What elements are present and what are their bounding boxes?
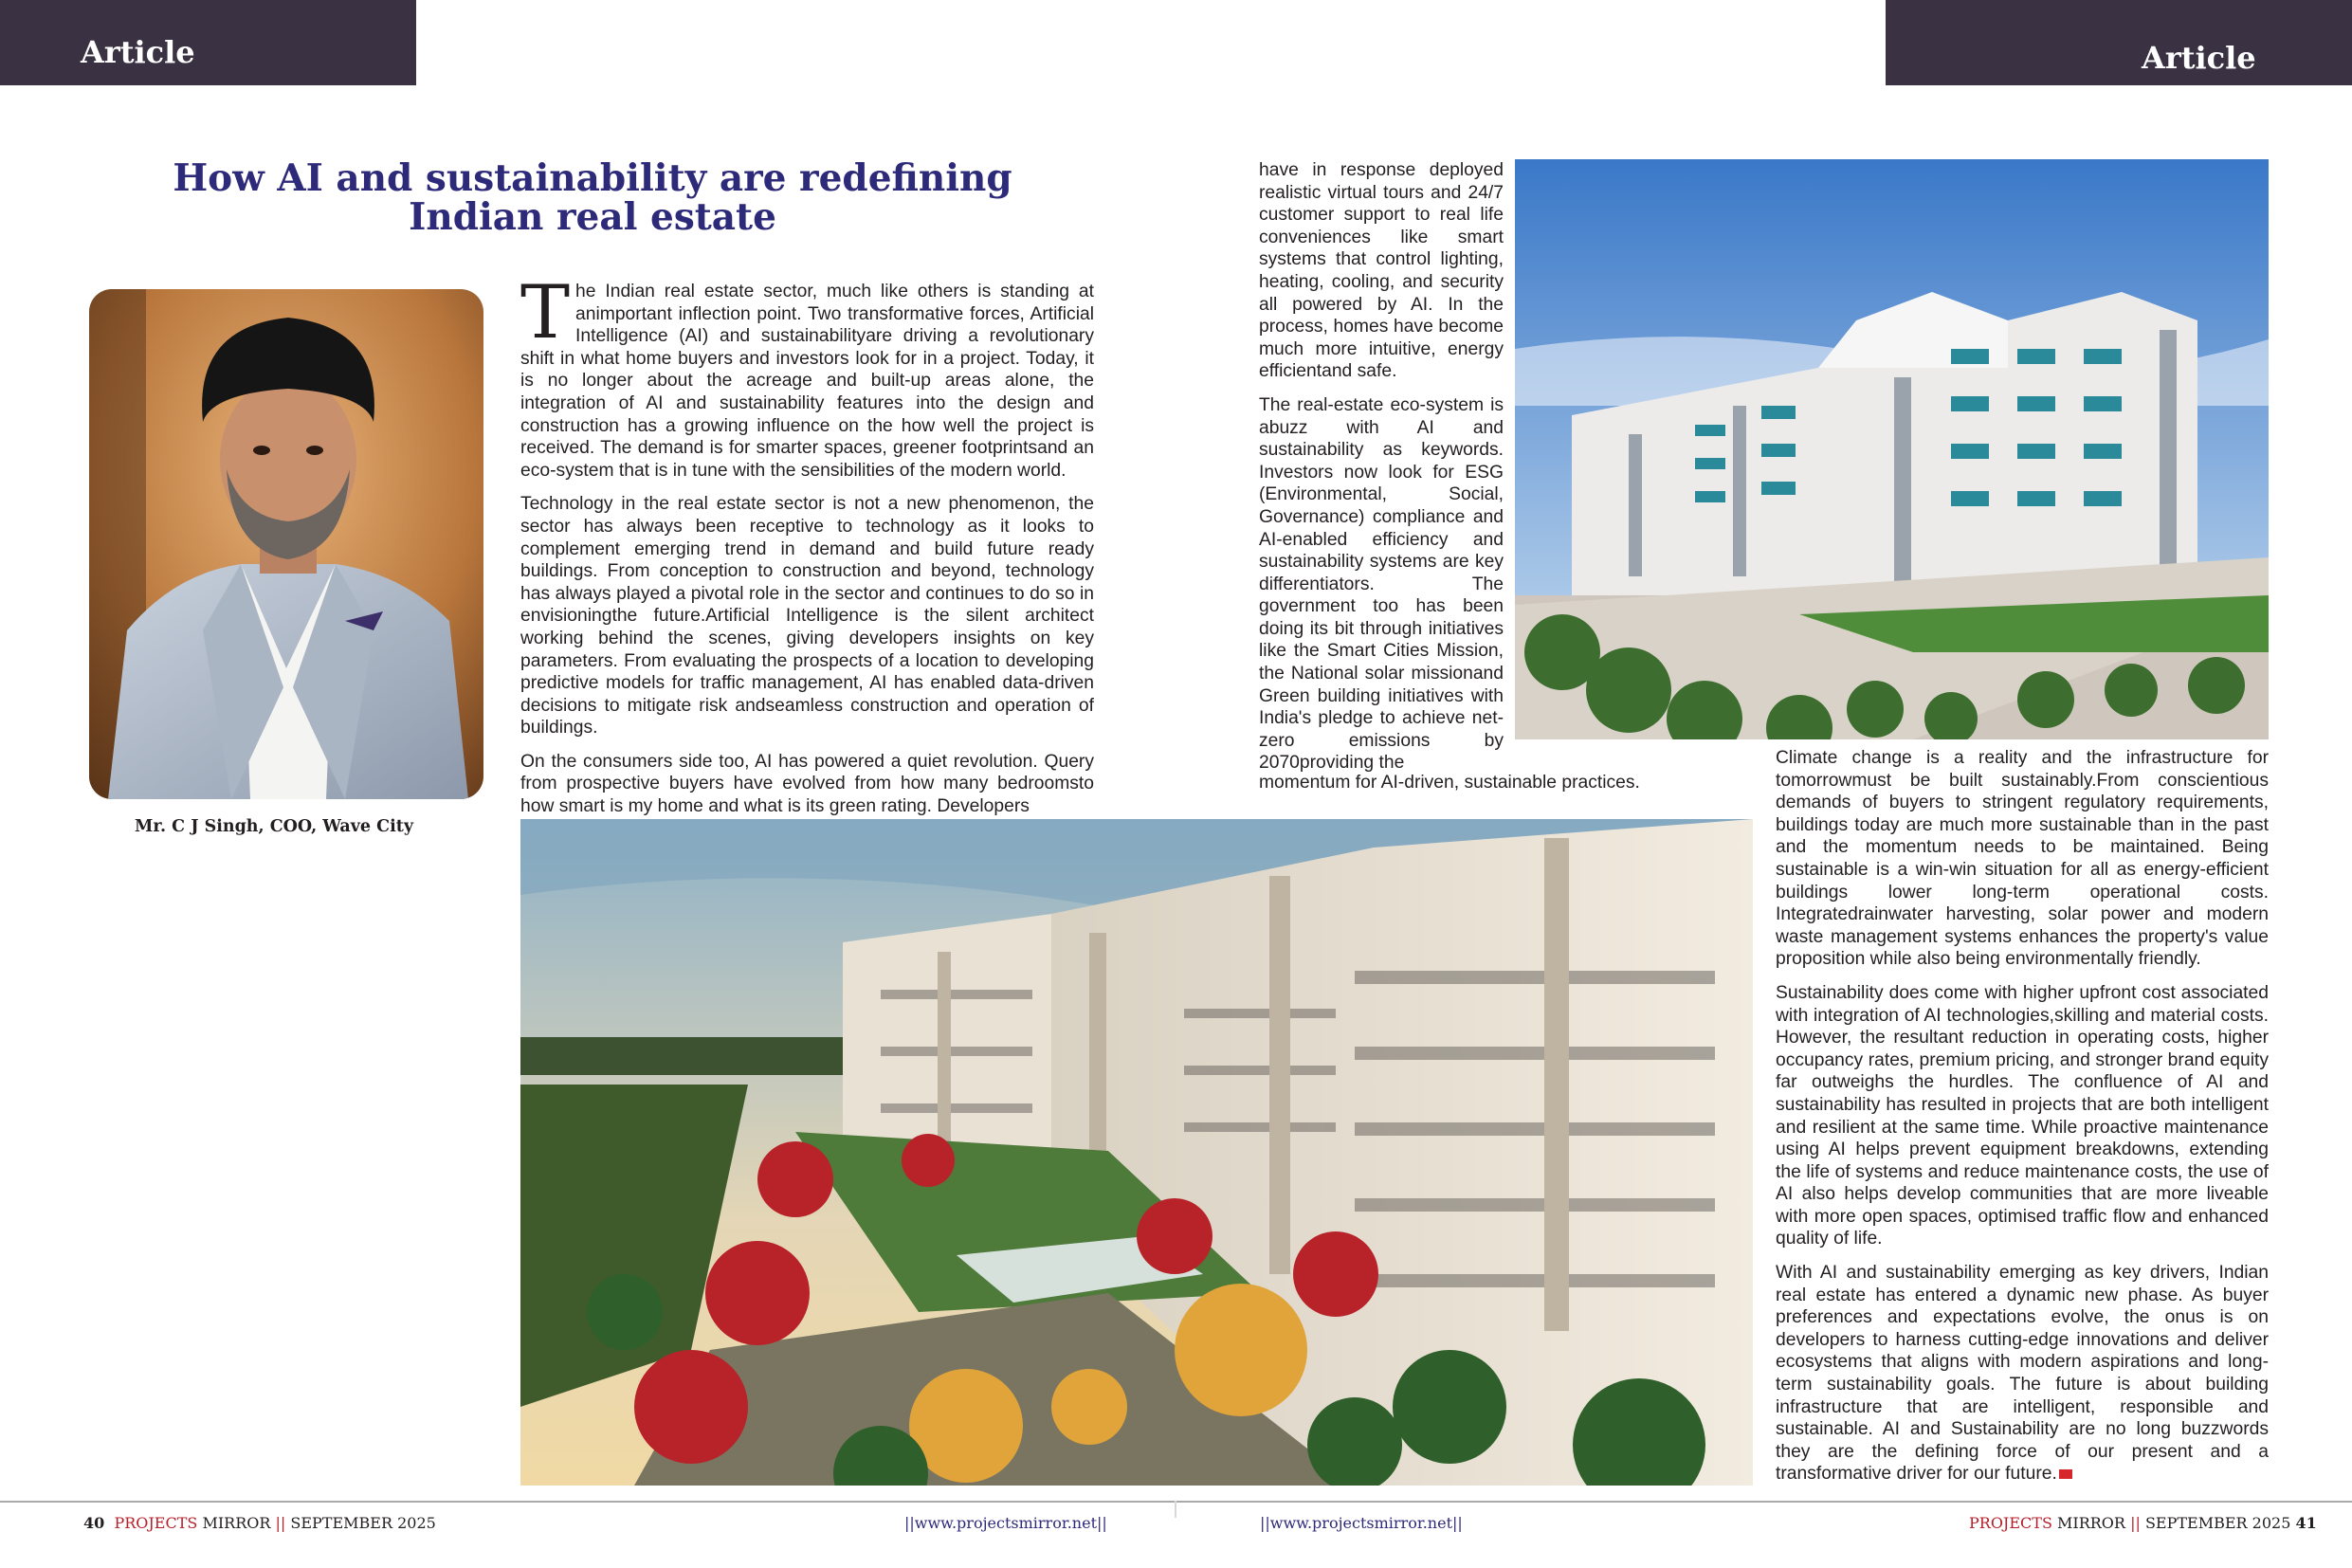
website-url-right[interactable]: ||www.projectsmirror.net|| <box>1260 1514 1463 1532</box>
website-url-left[interactable]: ||www.projectsmirror.net|| <box>904 1514 1107 1532</box>
paragraph-consumers: On the consumers side too, AI has powered a quiet revolution. Query from prospective buyers have evolved from how many bedroomsto how smart is my home and what is its green rating. Developers <box>520 751 1094 817</box>
issue-right: SEPTEMBER 2025 <box>2144 1514 2291 1532</box>
paragraph-cost: Sustainability does come with higher upfront cost associated with integration of AI technologies,skilling and material costs. However, the resultant reduction in operating costs, higher occupancy rates, premium pricing, and stronger brand equity far outweighs the hurdles. The confluence of AI and sustainability has resulted in projects that are both intelligent and resilient at the same time. While proactive maintenance using AI helps prevent equipment breakdowns, extending the life of systems and reduce maintenance costs, the use of AI also helps develop communities that are more liveable with more open spaces, optimised traffic flow and enhanced quality of life. <box>1776 982 2269 1249</box>
website-link-right[interactable] <box>1260 1514 1463 1532</box>
paragraph-climate: Climate change is a reality and the infrastructure for tomorrowmust be built sustainably.From conscientious demands of buyers to stringent regulatory requirements, buildings today are much more sustainable than in the past and the momentum needs to be maintained. Being sustainable is a win-win situation for all as energy-efficient buildings lower long-term operational costs. Integratedrainwater harvesting, solar power and modern waste management systems enhances the property's value proposition while also being environmentally friendly. <box>1776 748 2269 970</box>
footer-right <box>1969 1514 2317 1532</box>
building-photo-main <box>520 819 1753 1486</box>
paragraph-ecosystem <box>1259 394 1504 775</box>
separator-right: || <box>2130 1514 2141 1532</box>
building-photo-top <box>1515 159 2269 739</box>
end-mark-icon <box>2059 1469 2072 1479</box>
section-tab-left <box>0 0 416 85</box>
issue-left: SEPTEMBER 2025 <box>290 1514 436 1532</box>
portrait-photo <box>89 289 483 799</box>
article-title: How AI and sustainability are redefining Indian real estate <box>173 156 1012 239</box>
article-column-3 <box>1776 747 2269 1497</box>
footer-left <box>83 1514 436 1532</box>
section-label-right: Article <box>2142 40 2256 76</box>
separator-left: || <box>275 1514 286 1532</box>
drop-cap: T <box>520 270 571 356</box>
page-number-right: 41 <box>2295 1514 2317 1532</box>
paragraph-ecosystem-end: momentum for AI-driven, sustainable practices. <box>1259 773 1640 793</box>
paragraph-technology: Technology in the real estate sector is not a new phenomenon, the sector has always been receptive to technology as it looks to complement emerging trend in demand and build future ready buildings. From conception to construction and beyond, technology has always played a pivotal role in the sector and continues to do so in envisioningthe future.Artificial Intelligence is the silent architect working behind the scenes, giving developers insights on key parameters. From evaluating the prospects of a location to developing predictive models for traffic management, AI has enabled data-driven decisions to mitigate risk andseamless construction and operation of buildings. <box>520 494 1094 738</box>
section-label-left: Article <box>81 34 195 70</box>
paragraph-conclusion <box>1776 1262 2269 1486</box>
paragraph-conclusion-text: With AI and sustainability emerging as key drivers, Indian real estate has entered a dynamic new phase. As buyer preferences and expectations evolve, the onus is on developers to harness cutting-edge innovations and deliver ecosystems that aligns with modern aspirations and long-term sustainability goals. The future is about building infrastructure that are intelligent, responsible and sustainable. AI and Sustainability are no long buzzwords they are the defining force of our present and a transformative driver for our future. <box>1776 1263 2269 1485</box>
brand-mirror-left: MIRROR <box>202 1514 271 1532</box>
brand-mirror-right: MIRROR <box>2057 1514 2125 1532</box>
photo-caption: Mr. C J Singh, COO, Wave City <box>135 817 413 836</box>
website-link-left[interactable] <box>904 1514 1107 1532</box>
paragraph-ecosystem-text: The real-estate eco-system is abuzz with AI and sustainability as keywords. Investors now look for ESG (Environmental, Social, Governance) compliance and AI-enabled efficiency and sustainability systems are key differentiators. The government too has been doing its bit through initiatives like the Smart Cities Mission, the National solar missionand Green building initiatives with India's pledge to achieve net-zero emissions by 2070providing the <box>1259 394 1504 774</box>
brand-projects-left: PROJECTS <box>114 1514 198 1532</box>
paragraph-intro <box>520 270 1094 482</box>
brand-projects-right: PROJECTS <box>1969 1514 2052 1532</box>
section-tab-right <box>1886 0 2352 85</box>
article-column-1 <box>520 270 1094 830</box>
paragraph-intro-text: he Indian real estate sector, much like others is standing at animportant inflection point. Two transformative forces, Artificial Intelligence (AI) and sustainabilityare driving a revolutionary shift in what home buyers and investors look for in a project. Today, it is no longer about the acreage and built-up areas alone, the integration of AI and sustainability features into the design and construction has a growing influence on the how well the project is received. The demand is for smarter spaces, greener footprintsand an eco-system that is in tune with the sensibilities of the modern world. <box>520 282 1094 481</box>
article-column-2 <box>1259 159 1504 786</box>
page-number-left: 40 <box>83 1514 105 1532</box>
paragraph-developers: have in response deployed realistic virtual tours and 24/7 customer support to real life conveniences like smart systems that control lighting, heating, cooling, and security all powered by AI. In the process, homes have become much more intuitive, energy efficientand safe. <box>1259 160 1504 382</box>
page-gutter <box>1175 1501 1176 1518</box>
